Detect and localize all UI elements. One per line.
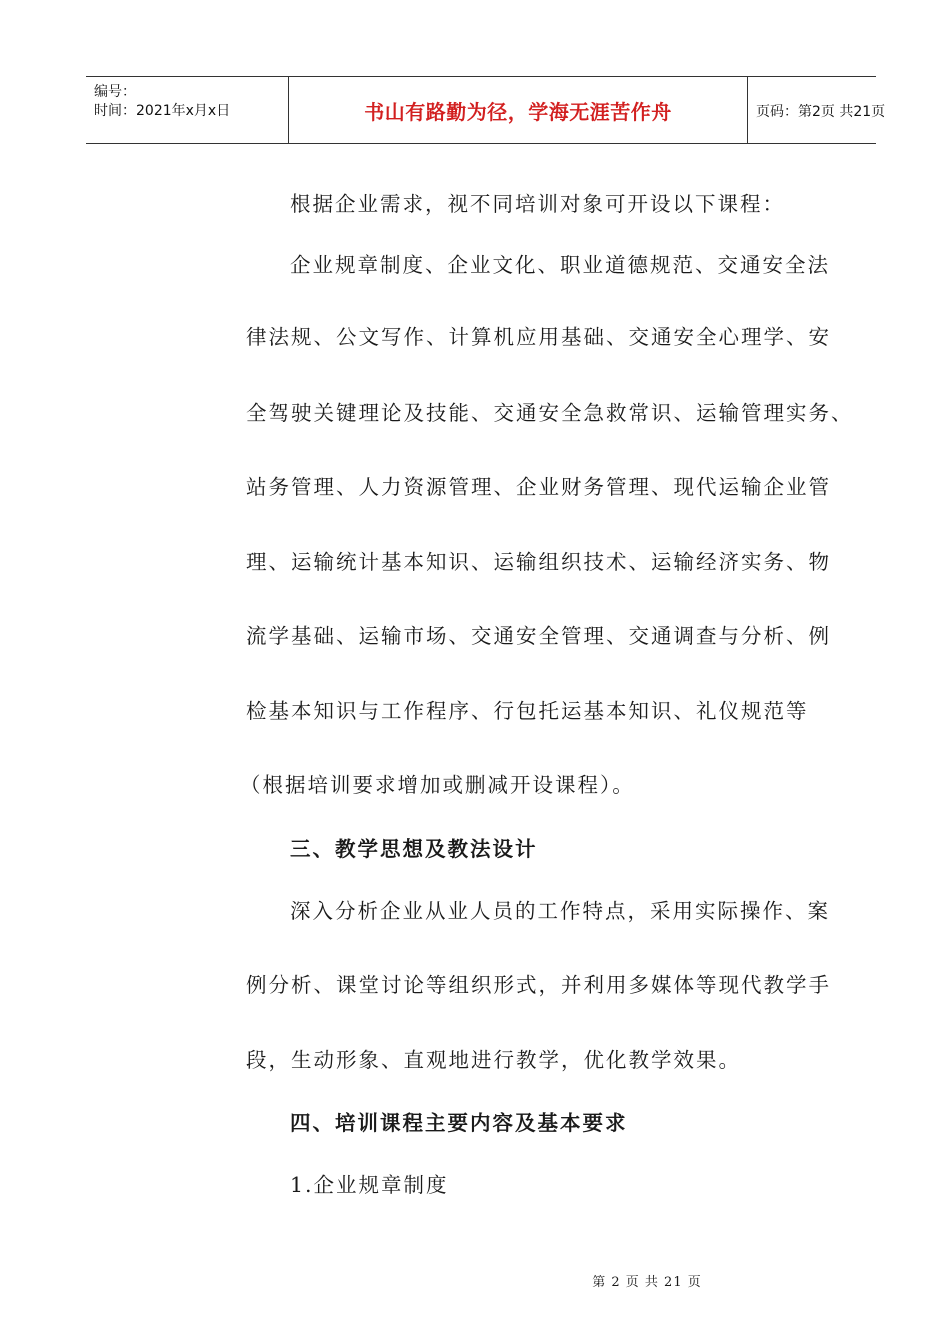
header-table	[86, 76, 886, 144]
header-page-label: 页码：第2页 共21页	[756, 104, 886, 120]
header-right-cell	[746, 77, 886, 143]
course-line: 流学基础、运输市场、交通安全管理、交通调查与分析、例	[246, 624, 831, 648]
header-motto: 书山有路勤为径，学海无涯苦作舟	[364, 100, 672, 124]
page-footer	[0, 1271, 950, 1290]
section-4-item-1: 1.企业规章制度	[290, 1173, 449, 1197]
course-line: 全驾驶关键理论及技能、交通安全急救常识、运输管理实务、	[246, 401, 854, 425]
course-line: 站务管理、人力资源管理、企业财务管理、现代运输企业管	[246, 475, 831, 499]
section-4-heading: 四、培训课程主要内容及基本要求	[290, 1111, 628, 1135]
course-line: 律法规、公文写作、计算机应用基础、交通安全心理学、安	[246, 325, 831, 349]
header-center-cell	[288, 77, 748, 143]
section-3-line: 段，生动形象、直观地进行教学，优化教学效果。	[246, 1048, 741, 1072]
header-left-cell	[86, 77, 288, 143]
document-number-label: 编号：	[94, 84, 136, 100]
footer-page-number: 第 2 页 共 21 页	[592, 1275, 702, 1290]
document-time-label: 时间：2021年x月x日	[94, 103, 231, 119]
intro-paragraph: 根据企业需求，视不同培训对象可开设以下课程：	[290, 192, 785, 216]
course-line: 企业规章制度、企业文化、职业道德规范、交通安全法	[290, 253, 830, 277]
section-3-line: 例分析、课堂讨论等组织形式，并利用多媒体等现代教学手	[246, 973, 831, 997]
section-3-line: 深入分析企业从业人员的工作特点，采用实际操作、案	[290, 899, 830, 923]
section-3-heading: 三、教学思想及教法设计	[290, 837, 538, 861]
course-line: 理、运输统计基本知识、运输组织技术、运输经济实务、物	[246, 550, 831, 574]
course-line: （根据培训要求增加或删减开设课程）。	[240, 773, 635, 797]
course-line: 检基本知识与工作程序、行包托运基本知识、礼仪规范等	[246, 699, 809, 723]
